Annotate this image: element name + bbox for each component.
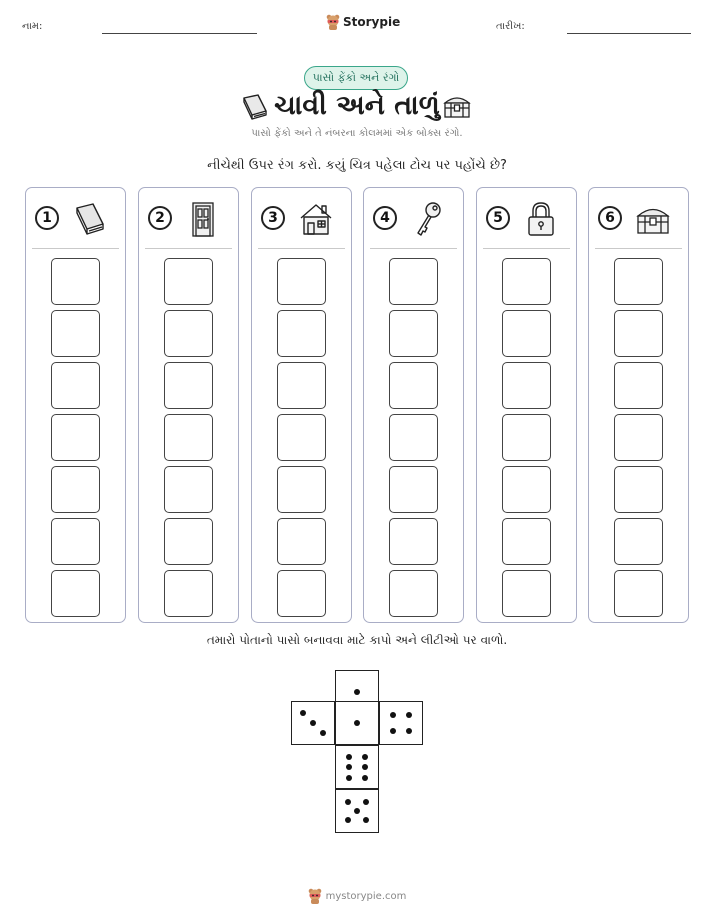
pip — [354, 689, 360, 695]
column-6 — [588, 187, 689, 623]
color-box[interactable] — [51, 310, 100, 357]
color-box[interactable] — [614, 310, 663, 357]
color-box[interactable] — [389, 258, 438, 305]
dice-face-4[interactable] — [379, 701, 423, 745]
page-title: ચાવી અને તાળું — [274, 90, 440, 121]
name-label: નામ: — [22, 21, 43, 32]
subtitle: પાસો ફેંકો અને તે નંબરના કોલમમાં એક બોક્સ રંગો. — [251, 128, 463, 139]
pip — [390, 712, 396, 718]
column-4 — [363, 187, 464, 623]
date-line[interactable] — [567, 33, 691, 34]
pip — [346, 764, 352, 770]
column-number: 2 — [148, 206, 172, 230]
pip — [345, 817, 351, 823]
instruction: નીચેથી ઉપર રંગ કરો. કયું ચિત્ર પહેલા ટોચ પર પહોંચે છે? — [207, 158, 507, 173]
color-box[interactable] — [389, 570, 438, 617]
color-box[interactable] — [164, 414, 213, 461]
pip — [362, 775, 368, 781]
brand-logo — [326, 14, 400, 30]
color-box[interactable] — [277, 466, 326, 513]
color-box[interactable] — [164, 310, 213, 357]
column-divider — [258, 248, 345, 249]
color-box[interactable] — [277, 362, 326, 409]
column-divider — [145, 248, 232, 249]
color-box[interactable] — [164, 258, 213, 305]
column-number: 4 — [373, 206, 397, 230]
color-box[interactable] — [502, 258, 551, 305]
color-box[interactable] — [277, 414, 326, 461]
footer — [0, 888, 714, 904]
color-box[interactable] — [614, 518, 663, 565]
pip — [320, 730, 326, 736]
name-line[interactable] — [102, 33, 257, 34]
color-box[interactable] — [277, 310, 326, 357]
bear-mascot-icon — [308, 888, 322, 904]
brand-name: Storypie — [343, 15, 401, 29]
column-2 — [138, 187, 239, 623]
pip — [390, 728, 396, 734]
color-box[interactable] — [614, 258, 663, 305]
column-number: 6 — [598, 206, 622, 230]
color-box[interactable] — [277, 518, 326, 565]
dice-face-1[interactable] — [335, 701, 379, 745]
activity-pill: પાસો ફેંકો અને રંગો — [304, 66, 408, 90]
color-box[interactable] — [502, 518, 551, 565]
color-box[interactable] — [277, 258, 326, 305]
pip — [346, 775, 352, 781]
bear-mascot-icon — [326, 14, 340, 30]
column-5 — [476, 187, 577, 623]
pip — [354, 720, 360, 726]
column-number: 3 — [261, 206, 285, 230]
dice-face-6[interactable] — [335, 745, 379, 789]
color-box[interactable] — [164, 570, 213, 617]
pip — [363, 817, 369, 823]
column-divider — [370, 248, 457, 249]
pip — [300, 710, 306, 716]
color-box[interactable] — [51, 518, 100, 565]
color-box[interactable] — [389, 310, 438, 357]
color-box[interactable] — [614, 570, 663, 617]
date-label: તારીખ: — [496, 21, 525, 32]
color-box[interactable] — [51, 362, 100, 409]
treasure-chest-icon — [635, 200, 671, 238]
color-box[interactable] — [502, 570, 551, 617]
color-box[interactable] — [389, 362, 438, 409]
color-box[interactable] — [164, 362, 213, 409]
footer-url[interactable]: mystorypie.com — [325, 890, 407, 902]
color-box[interactable] — [51, 414, 100, 461]
color-box[interactable] — [51, 258, 100, 305]
dice-face-5[interactable] — [335, 789, 379, 833]
column-divider — [595, 248, 682, 249]
column-number: 5 — [486, 206, 510, 230]
color-box[interactable] — [277, 570, 326, 617]
dice-face-3[interactable] — [291, 701, 335, 745]
column-1 — [25, 187, 126, 623]
pip — [406, 728, 412, 734]
pip — [345, 799, 351, 805]
color-box[interactable] — [614, 466, 663, 513]
pip — [406, 712, 412, 718]
door-icon — [185, 200, 221, 238]
book-icon — [72, 200, 108, 238]
column-number: 1 — [35, 206, 59, 230]
color-box[interactable] — [389, 466, 438, 513]
pip — [362, 764, 368, 770]
color-box[interactable] — [51, 570, 100, 617]
treasure-chest-icon — [442, 92, 472, 120]
color-box[interactable] — [502, 466, 551, 513]
color-box[interactable] — [164, 518, 213, 565]
color-box[interactable] — [389, 518, 438, 565]
color-box[interactable] — [614, 414, 663, 461]
color-box[interactable] — [502, 310, 551, 357]
column-divider — [483, 248, 570, 249]
column-divider — [32, 248, 119, 249]
color-box[interactable] — [51, 466, 100, 513]
color-box[interactable] — [502, 414, 551, 461]
pip — [363, 799, 369, 805]
key-icon — [410, 200, 446, 238]
color-box[interactable] — [614, 362, 663, 409]
color-box[interactable] — [164, 466, 213, 513]
color-box[interactable] — [389, 414, 438, 461]
padlock-icon — [523, 200, 559, 238]
pip — [346, 754, 352, 760]
color-box[interactable] — [502, 362, 551, 409]
pip — [310, 720, 316, 726]
pip — [354, 808, 360, 814]
column-3 — [251, 187, 352, 623]
house-icon — [298, 200, 334, 238]
pip — [362, 754, 368, 760]
cut-instruction: તમારો પોતાનો પાસો બનાવવા માટે કાપો અને લીટીઓ પર વાળો. — [206, 633, 508, 647]
